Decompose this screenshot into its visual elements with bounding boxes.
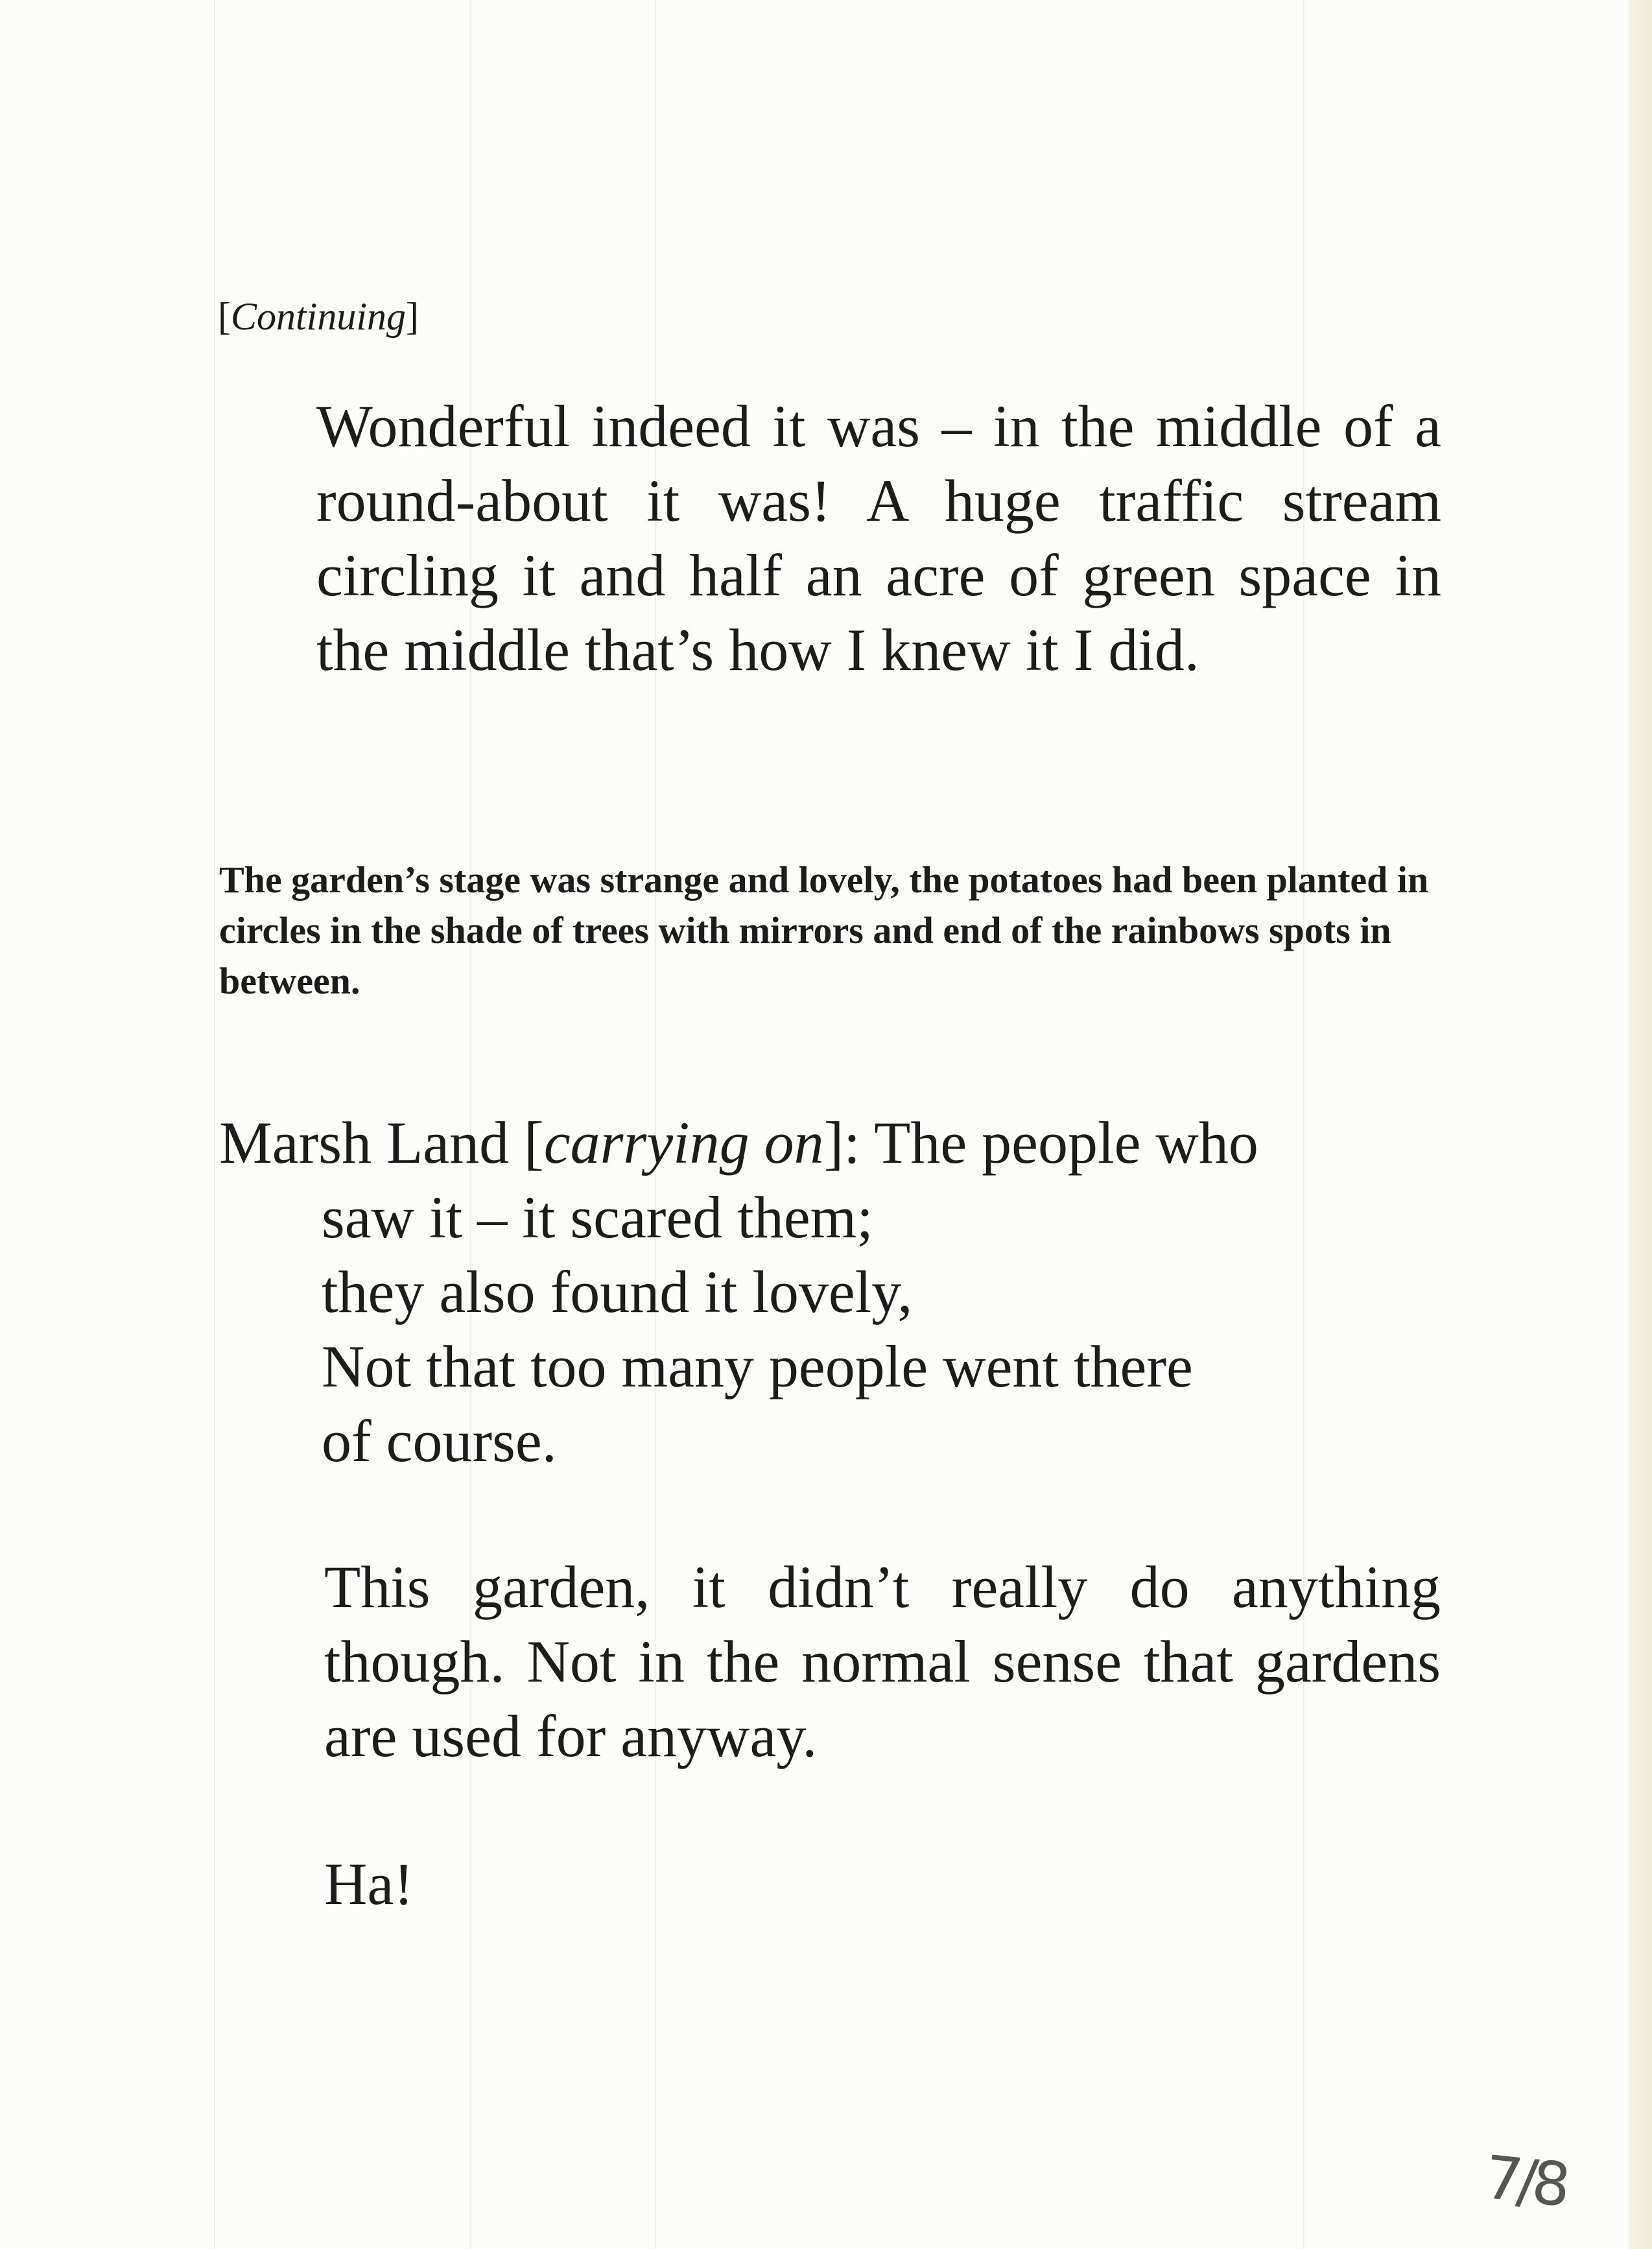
paragraph-ha: Ha! <box>324 1851 414 1917</box>
verse-line: saw it – it scared them; <box>322 1184 873 1250</box>
handwritten-page-number: 7/8 <box>1481 2142 1569 2220</box>
verse-line: of course. <box>322 1408 557 1474</box>
bracket-close: ]: <box>823 1110 875 1176</box>
bracket-close: ] <box>406 295 419 338</box>
stage-direction-text: Continuing <box>230 295 407 338</box>
speech-verse <box>322 1180 1193 1479</box>
bold-stage-note: The garden’s stage was strange and lovely, the potatoes had been planted in circles in the shade of trees with mirrors and end of the rainbows spots in between. <box>219 859 1429 1002</box>
bracket-open: [ <box>509 1110 544 1176</box>
speaker-name: Marsh Land <box>219 1110 510 1176</box>
paragraph-this-garden: This garden, it didn’t really do anything though. Not in the normal sense that gardens are used for anyway. <box>324 1554 1441 1769</box>
scan-streak <box>214 0 215 2249</box>
speech-first-line <box>219 1106 1258 1180</box>
stage-direction-continuing <box>218 291 419 342</box>
speech-line-text: The people who <box>874 1110 1258 1176</box>
speech-direction: carrying on <box>543 1110 824 1176</box>
verse-line: they also found it lovely, <box>322 1259 913 1325</box>
page-edge-shade <box>1629 0 1652 2249</box>
verse-line: Not that too many people went there <box>322 1333 1193 1399</box>
paragraph-wonderful: Wonderful indeed it was – in the middle of a round-about it was! A huge traffic stream circling it and half an acre of green space in the middle that’s how I knew it I did. <box>316 393 1441 683</box>
bracket-open: [ <box>218 295 231 338</box>
